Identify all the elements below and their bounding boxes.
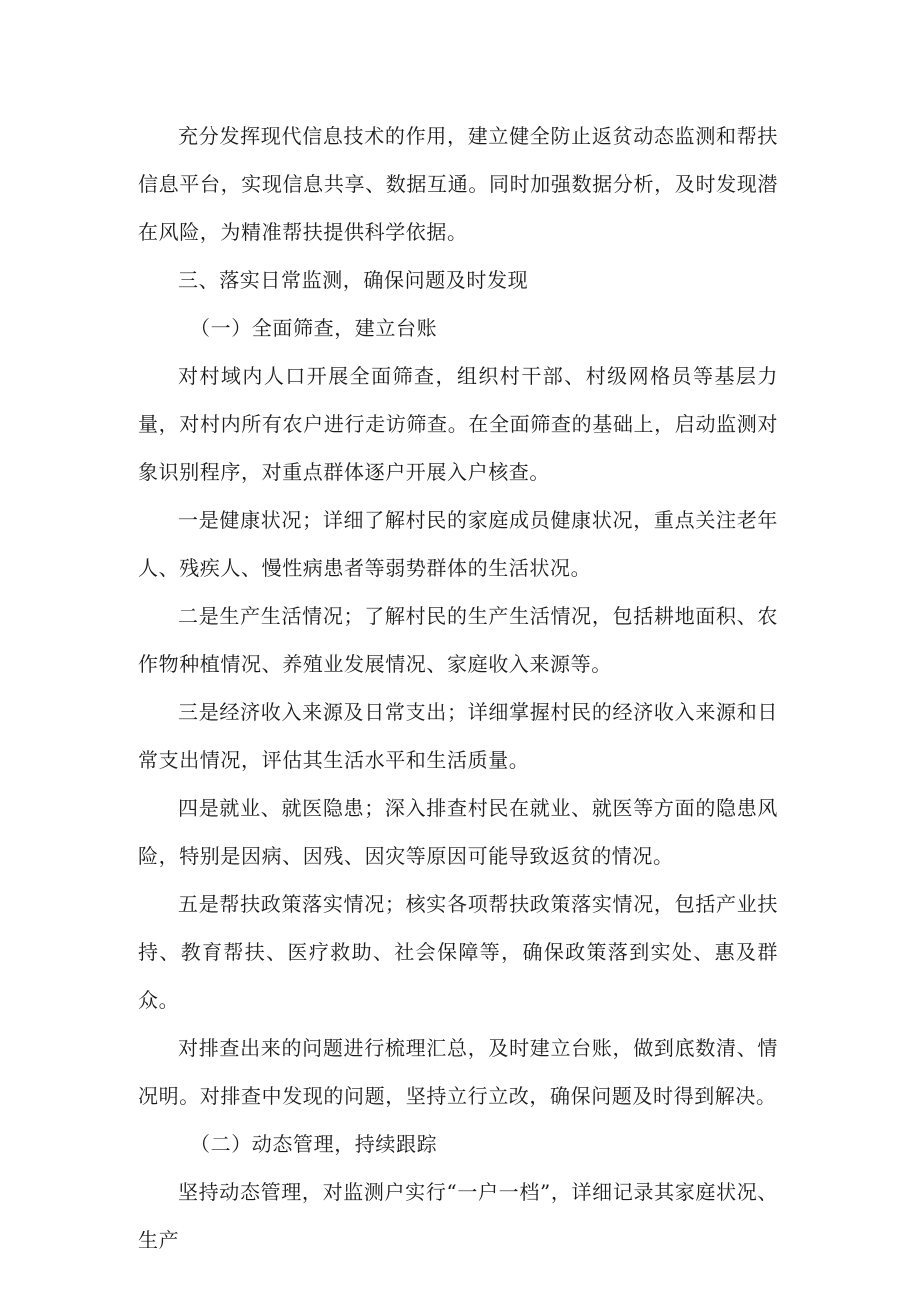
paragraph-income: 三是经济收入来源及日常支出；详细掌握村民的经济收入来源和日常支出情况，评估其生活水平和生活质量。 [138, 700, 778, 772]
heading-subsection-one: （一）全面筛查，建立台账 [190, 316, 438, 340]
paragraph-employment: 四是就业、就医隐患；深入排查村民在就业、就医等方面的隐患风险，特别是因病、因残、因灾等原因可能导致返贫的情况。 [138, 796, 778, 868]
paragraph-health: 一是健康状况；详细了解村民的家庭成员健康状况，重点关注老年人、残疾人、慢性病患者等弱势群体的生活状况。 [138, 508, 778, 580]
paragraph-screening: 对村域内人口开展全面筛查，组织村干部、村级网格员等基层力量，对村内所有农户进行走访筛查。在全面筛查的基础上，启动监测对象识别程序，对重点群体逐户开展入户核查。 [138, 364, 778, 484]
paragraph-dynamic: 坚持动态管理，对监测户实行“一户一档”，详细记录其家庭状况、生产 [138, 1180, 778, 1252]
paragraph-platform: 充分发挥现代信息技术的作用，建立健全防止返贫动态监测和帮扶信息平台，实现信息共享、数据互通。同时加强数据分析，及时发现潜在风险，为精准帮扶提供科学依据。 [138, 124, 778, 244]
paragraph-policy: 五是帮扶政策落实情况；核实各项帮扶政策落实情况，包括产业扶持、教育帮扶、医疗救助、社会保障等，确保政策落到实处、惠及群众。 [138, 892, 778, 1012]
paragraph-production: 二是生产生活情况；了解村民的生产生活情况，包括耕地面积、农作物种植情况、养殖业发展情况、家庭收入来源等。 [138, 604, 778, 676]
paragraph-ledger: 对排查出来的问题进行梳理汇总，及时建立台账，做到底数清、情况明。对排查中发现的问题，坚持立行立改，确保问题及时得到解决。 [138, 1036, 778, 1108]
heading-section-three: 三、落实日常监测，确保问题及时发现 [178, 268, 529, 292]
heading-subsection-two: （二）动态管理，持续跟踪 [190, 1132, 438, 1156]
document-body [138, 112, 778, 1264]
